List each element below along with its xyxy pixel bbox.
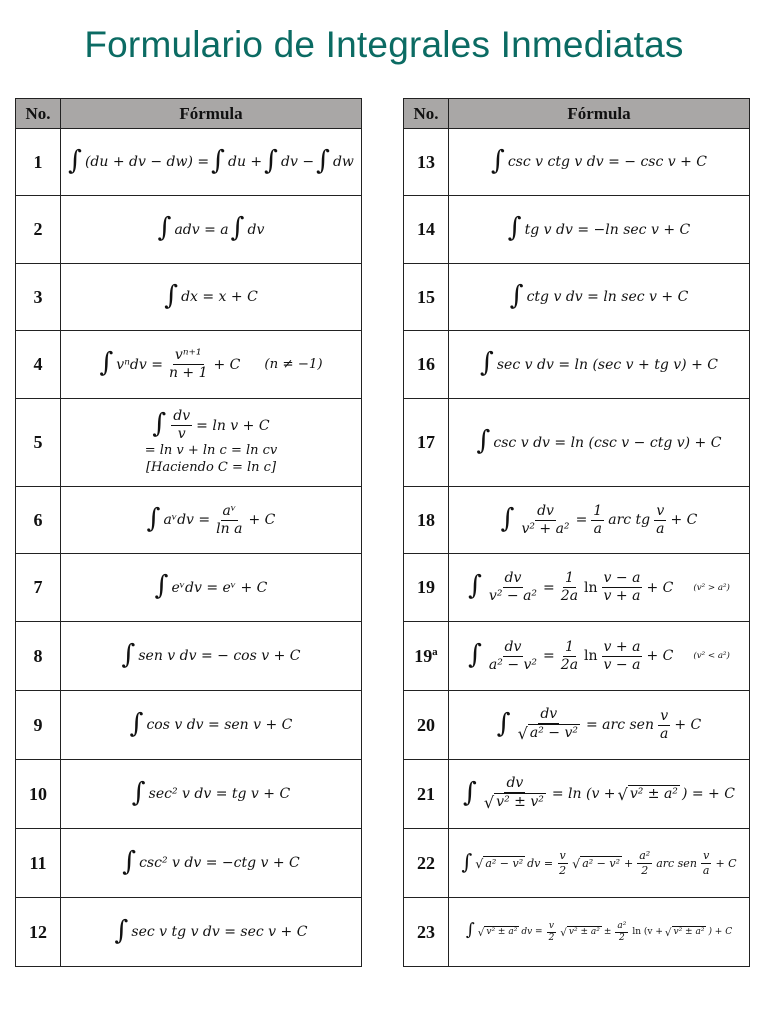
table-row xyxy=(404,691,750,760)
integral-sign: ∫ xyxy=(316,144,330,176)
square-root: √ v² ± a² xyxy=(560,926,600,939)
formula-cell xyxy=(61,622,362,691)
row-number: 19 xyxy=(404,554,449,622)
fraction: dv √ v² ± v² xyxy=(483,775,544,813)
table-header-row xyxy=(404,99,750,129)
page-title: Formulario de Integrales Inmediatas xyxy=(84,24,684,65)
formula-22: ∫ √ a² − v² dv = $\frac{v}{2}$ √ a² − v² + $\frac{\text{a²}}{2}$ arc sen $\frac{v}{a}$ + C xyxy=(461,849,737,877)
row-number: 5 xyxy=(16,399,61,487)
condition: (n ≠ −1) xyxy=(264,357,323,372)
row-number: 7 xyxy=(16,554,61,622)
table-row xyxy=(16,487,362,554)
square-root: √ a² − v² xyxy=(517,724,578,744)
fraction: $\frac{dv}{\text{a² − v²}}$ xyxy=(488,638,538,673)
row-number: 22 xyxy=(404,829,449,898)
square-root: √ v² ± a² xyxy=(617,785,678,805)
header-no: No. xyxy=(404,99,449,129)
table-row xyxy=(404,622,750,691)
formula-cell xyxy=(449,331,750,399)
integral-sign: ∫ xyxy=(164,279,179,311)
formula-cell xyxy=(61,264,362,331)
table-row xyxy=(16,691,362,760)
fraction: $\frac{v}{a}$ xyxy=(659,707,669,742)
integral-sign: ∫ xyxy=(509,279,524,311)
formula-cell xyxy=(449,622,750,691)
row-number: 6 xyxy=(16,487,61,554)
integral-sign: ∫ xyxy=(68,144,82,176)
formula-cell xyxy=(61,487,362,554)
condition: (v² > a²) xyxy=(693,582,730,593)
formula-cell xyxy=(449,829,750,898)
fraction: $\frac{v}{a}$ xyxy=(656,502,665,537)
table-row xyxy=(16,129,362,196)
integral-sign: ∫ xyxy=(476,425,491,457)
table-row xyxy=(16,554,362,622)
fraction: $\frac{1}{2a}$ xyxy=(560,570,579,604)
fraction: $\frac{1}{a}$ xyxy=(593,502,603,537)
header-formula: Fórmula xyxy=(61,99,362,129)
row-number: 17 xyxy=(404,399,449,487)
integral-sign: ∫ xyxy=(154,570,169,602)
fraction: $\frac{dv}{v}$ xyxy=(173,408,191,443)
row-number: 13 xyxy=(404,129,449,196)
fraction: $\frac{dv}{\text{v² + a²}}$ xyxy=(521,502,570,537)
table-row xyxy=(404,196,750,264)
table-row xyxy=(16,622,362,691)
integral-sign: ∫ xyxy=(146,502,161,534)
condition: (v² < a²) xyxy=(693,651,730,661)
formula-21: ∫ dv √ v² ± v² = ln (v + √ v² ± a² ) = + C xyxy=(463,775,735,813)
integral-sign: ∫ xyxy=(264,144,279,176)
integral-sign: ∫ xyxy=(230,212,245,244)
fraction: $\frac{\text{a²}}{2}$ xyxy=(617,920,627,943)
table-row xyxy=(404,760,750,829)
formula-17: ∫ csc v dv = ln (csc v − ctg v) + C xyxy=(476,425,722,457)
fraction: $\frac{v}{2}$ xyxy=(559,849,567,877)
row-number: 4 xyxy=(16,331,61,399)
formula-cell xyxy=(61,691,362,760)
fraction: $\frac{v}{a}$ xyxy=(702,849,710,877)
table-row xyxy=(404,554,750,622)
formula-9: ∫ cos v dv = sen v + C xyxy=(129,707,293,739)
formula-cell xyxy=(449,196,750,264)
table-row xyxy=(404,331,750,399)
formula-15: ∫ ctg v dv = ln sec v + C xyxy=(509,279,689,311)
formula-cell xyxy=(61,129,362,196)
table-row xyxy=(16,399,362,487)
table-row xyxy=(16,760,362,829)
formula-cell xyxy=(61,554,362,622)
integral-sign: ∫ xyxy=(157,212,172,244)
formula-table-right xyxy=(403,98,750,967)
formula-19a: ∫ $\frac{dv}{\text{a² − v²}}$ = $\frac{1}{2a}$ ln $\frac{v + a}{v - a}$ + C (v² < a²) xyxy=(468,638,730,673)
row-number: 8 xyxy=(16,622,61,691)
table-header-row xyxy=(16,99,362,129)
integral-sign: ∫ xyxy=(463,776,477,808)
row-number: 18 xyxy=(404,487,449,554)
square-root: √ v² ± a² xyxy=(477,926,518,939)
formula-14: ∫ tg v dv = −ln sec v + C xyxy=(507,212,691,244)
fraction: $\frac{\text{aᵛ}}{\text{ln a}}$ xyxy=(216,502,243,537)
integral-sign: ∫ xyxy=(131,776,146,808)
integral-sign: ∫ xyxy=(122,845,137,877)
formula-cell xyxy=(449,264,750,331)
square-root: √ a² − v² xyxy=(475,855,524,871)
row-number: 3 xyxy=(16,264,61,331)
integral-sign: ∫ xyxy=(99,347,114,379)
integral-sign: ∫ xyxy=(211,144,225,176)
fraction: $\frac{dv}{\text{v² − a²}}$ xyxy=(488,570,538,604)
fraction: $\frac{v + a}{v - a}$ xyxy=(603,638,641,673)
table-row xyxy=(404,399,750,487)
table-row xyxy=(404,264,750,331)
formula-3: ∫ dx = x + C xyxy=(164,279,258,311)
formula-table-left xyxy=(15,98,362,967)
table-row xyxy=(404,829,750,898)
table-row xyxy=(16,829,362,898)
formula-cell xyxy=(449,554,750,622)
formula-cell xyxy=(61,331,362,399)
formula-cell xyxy=(449,399,750,487)
formula-13: ∫ csc v ctg v dv = − csc v + C xyxy=(490,144,708,176)
formula-20: ∫ dv √ a² − v² = arc sen $\frac{v}{a}$ + C xyxy=(496,706,702,744)
integral-sign: ∫ xyxy=(507,212,522,244)
integral-sign: ∫ xyxy=(121,638,136,670)
row-number: 21 xyxy=(404,760,449,829)
formula-10: ∫ sec² v dv = tg v + C xyxy=(131,776,291,808)
formula-5: ∫ $\frac{dv}{v}$ = ln v + C = ln v + ln c = ln cv [Haciendo C = ln c] xyxy=(144,408,278,475)
formula-23: ∫ √ v² ± a² dv = $\frac{v}{2}$ √ v² ± a² ± $\frac{\text{a²}}{2}$ ln (v + √ v² ± a² ) + C xyxy=(465,920,733,943)
fraction: $\frac{v - a}{v + a}$ xyxy=(603,570,641,604)
integral-sign: ∫ xyxy=(465,920,475,941)
formula-cell xyxy=(449,487,750,554)
integral-sign: ∫ xyxy=(480,347,494,379)
row-number: 9 xyxy=(16,691,61,760)
formula-4: ∫ vⁿdv = $\frac{\text{vⁿ⁺¹}}{n + 1}$ + C (n ≠ −1) xyxy=(99,347,323,381)
formula-cell xyxy=(61,196,362,264)
square-root: √ v² ± a² xyxy=(664,926,705,939)
formula-cell xyxy=(61,898,362,967)
integral-sign: ∫ xyxy=(468,638,482,670)
formula-cell xyxy=(449,691,750,760)
formula-8: ∫ sen v dv = − cos v + C xyxy=(121,638,301,670)
header-formula: Fórmula xyxy=(449,99,750,129)
integral-sign: ∫ xyxy=(461,849,473,874)
table-row xyxy=(16,196,362,264)
integral-sign: ∫ xyxy=(114,914,129,946)
fraction: $\frac{\text{vⁿ⁺¹}}{n + 1}$ xyxy=(168,347,208,381)
table-row xyxy=(16,331,362,399)
formula-cell xyxy=(61,829,362,898)
fraction: $\frac{\text{a²}}{2}$ xyxy=(639,849,651,877)
table-row xyxy=(404,898,750,967)
integral-sign: ∫ xyxy=(490,144,505,176)
fraction: $\frac{1}{2a}$ xyxy=(560,638,579,673)
table-row xyxy=(16,264,362,331)
integral-sign: ∫ xyxy=(500,502,515,534)
row-number: 16 xyxy=(404,331,449,399)
formula-7: ∫ eᵛdv = eᵛ + C xyxy=(154,570,268,602)
row-number: 19ª xyxy=(404,622,449,691)
header-no: No. xyxy=(16,99,61,129)
row-number: 2 xyxy=(16,196,61,264)
integral-sign: ∫ xyxy=(496,707,511,739)
formula-cell xyxy=(61,760,362,829)
row-number: 20 xyxy=(404,691,449,760)
table-row xyxy=(404,129,750,196)
formula-19: ∫ $\frac{dv}{\text{v² − a²}}$ = $\frac{1}{2a}$ ln $\frac{v - a}{v + a}$ + C (v² > a²) xyxy=(468,570,730,604)
square-root: √ v² ± v² xyxy=(483,793,544,813)
formula-1: ∫ (du + dv − dw) = ∫ du + ∫ dv − ∫ dw xyxy=(68,144,354,176)
square-root: √ a² − v² xyxy=(572,855,620,871)
formula-cell xyxy=(449,898,750,967)
formula-11: ∫ csc² v dv = −ctg v + C xyxy=(122,845,300,877)
integral-sign: ∫ xyxy=(129,707,144,739)
row-number: 12 xyxy=(16,898,61,967)
formula-6: ∫ aᵛdv = $\frac{\text{aᵛ}}{\text{ln a}}$ + C xyxy=(146,502,276,537)
integral-sign: ∫ xyxy=(468,570,482,602)
row-number: 11 xyxy=(16,829,61,898)
table-row xyxy=(404,487,750,554)
formula-12: ∫ sec v tg v dv = sec v + C xyxy=(114,914,308,946)
row-number: 14 xyxy=(404,196,449,264)
row-number: 1 xyxy=(16,129,61,196)
fraction: $\frac{v}{2}$ xyxy=(548,920,555,943)
fraction: dv √ a² − v² xyxy=(517,706,578,744)
integral-sign: ∫ xyxy=(152,408,167,440)
formula-18: ∫ $\frac{dv}{\text{v² + a²}}$ = $\frac{1}{a}$ arc tg $\frac{v}{a}$ + C xyxy=(500,502,698,537)
formula-cell xyxy=(449,760,750,829)
formula-cell xyxy=(61,399,362,487)
formula-16: ∫ sec v dv = ln (sec v + tg v) + C xyxy=(480,347,718,379)
row-number: 10 xyxy=(16,760,61,829)
table-row xyxy=(16,898,362,967)
formula-2: ∫ adv = a ∫ dv xyxy=(157,212,265,244)
formula-cell xyxy=(449,129,750,196)
row-number: 15 xyxy=(404,264,449,331)
row-number: 23 xyxy=(404,898,449,967)
